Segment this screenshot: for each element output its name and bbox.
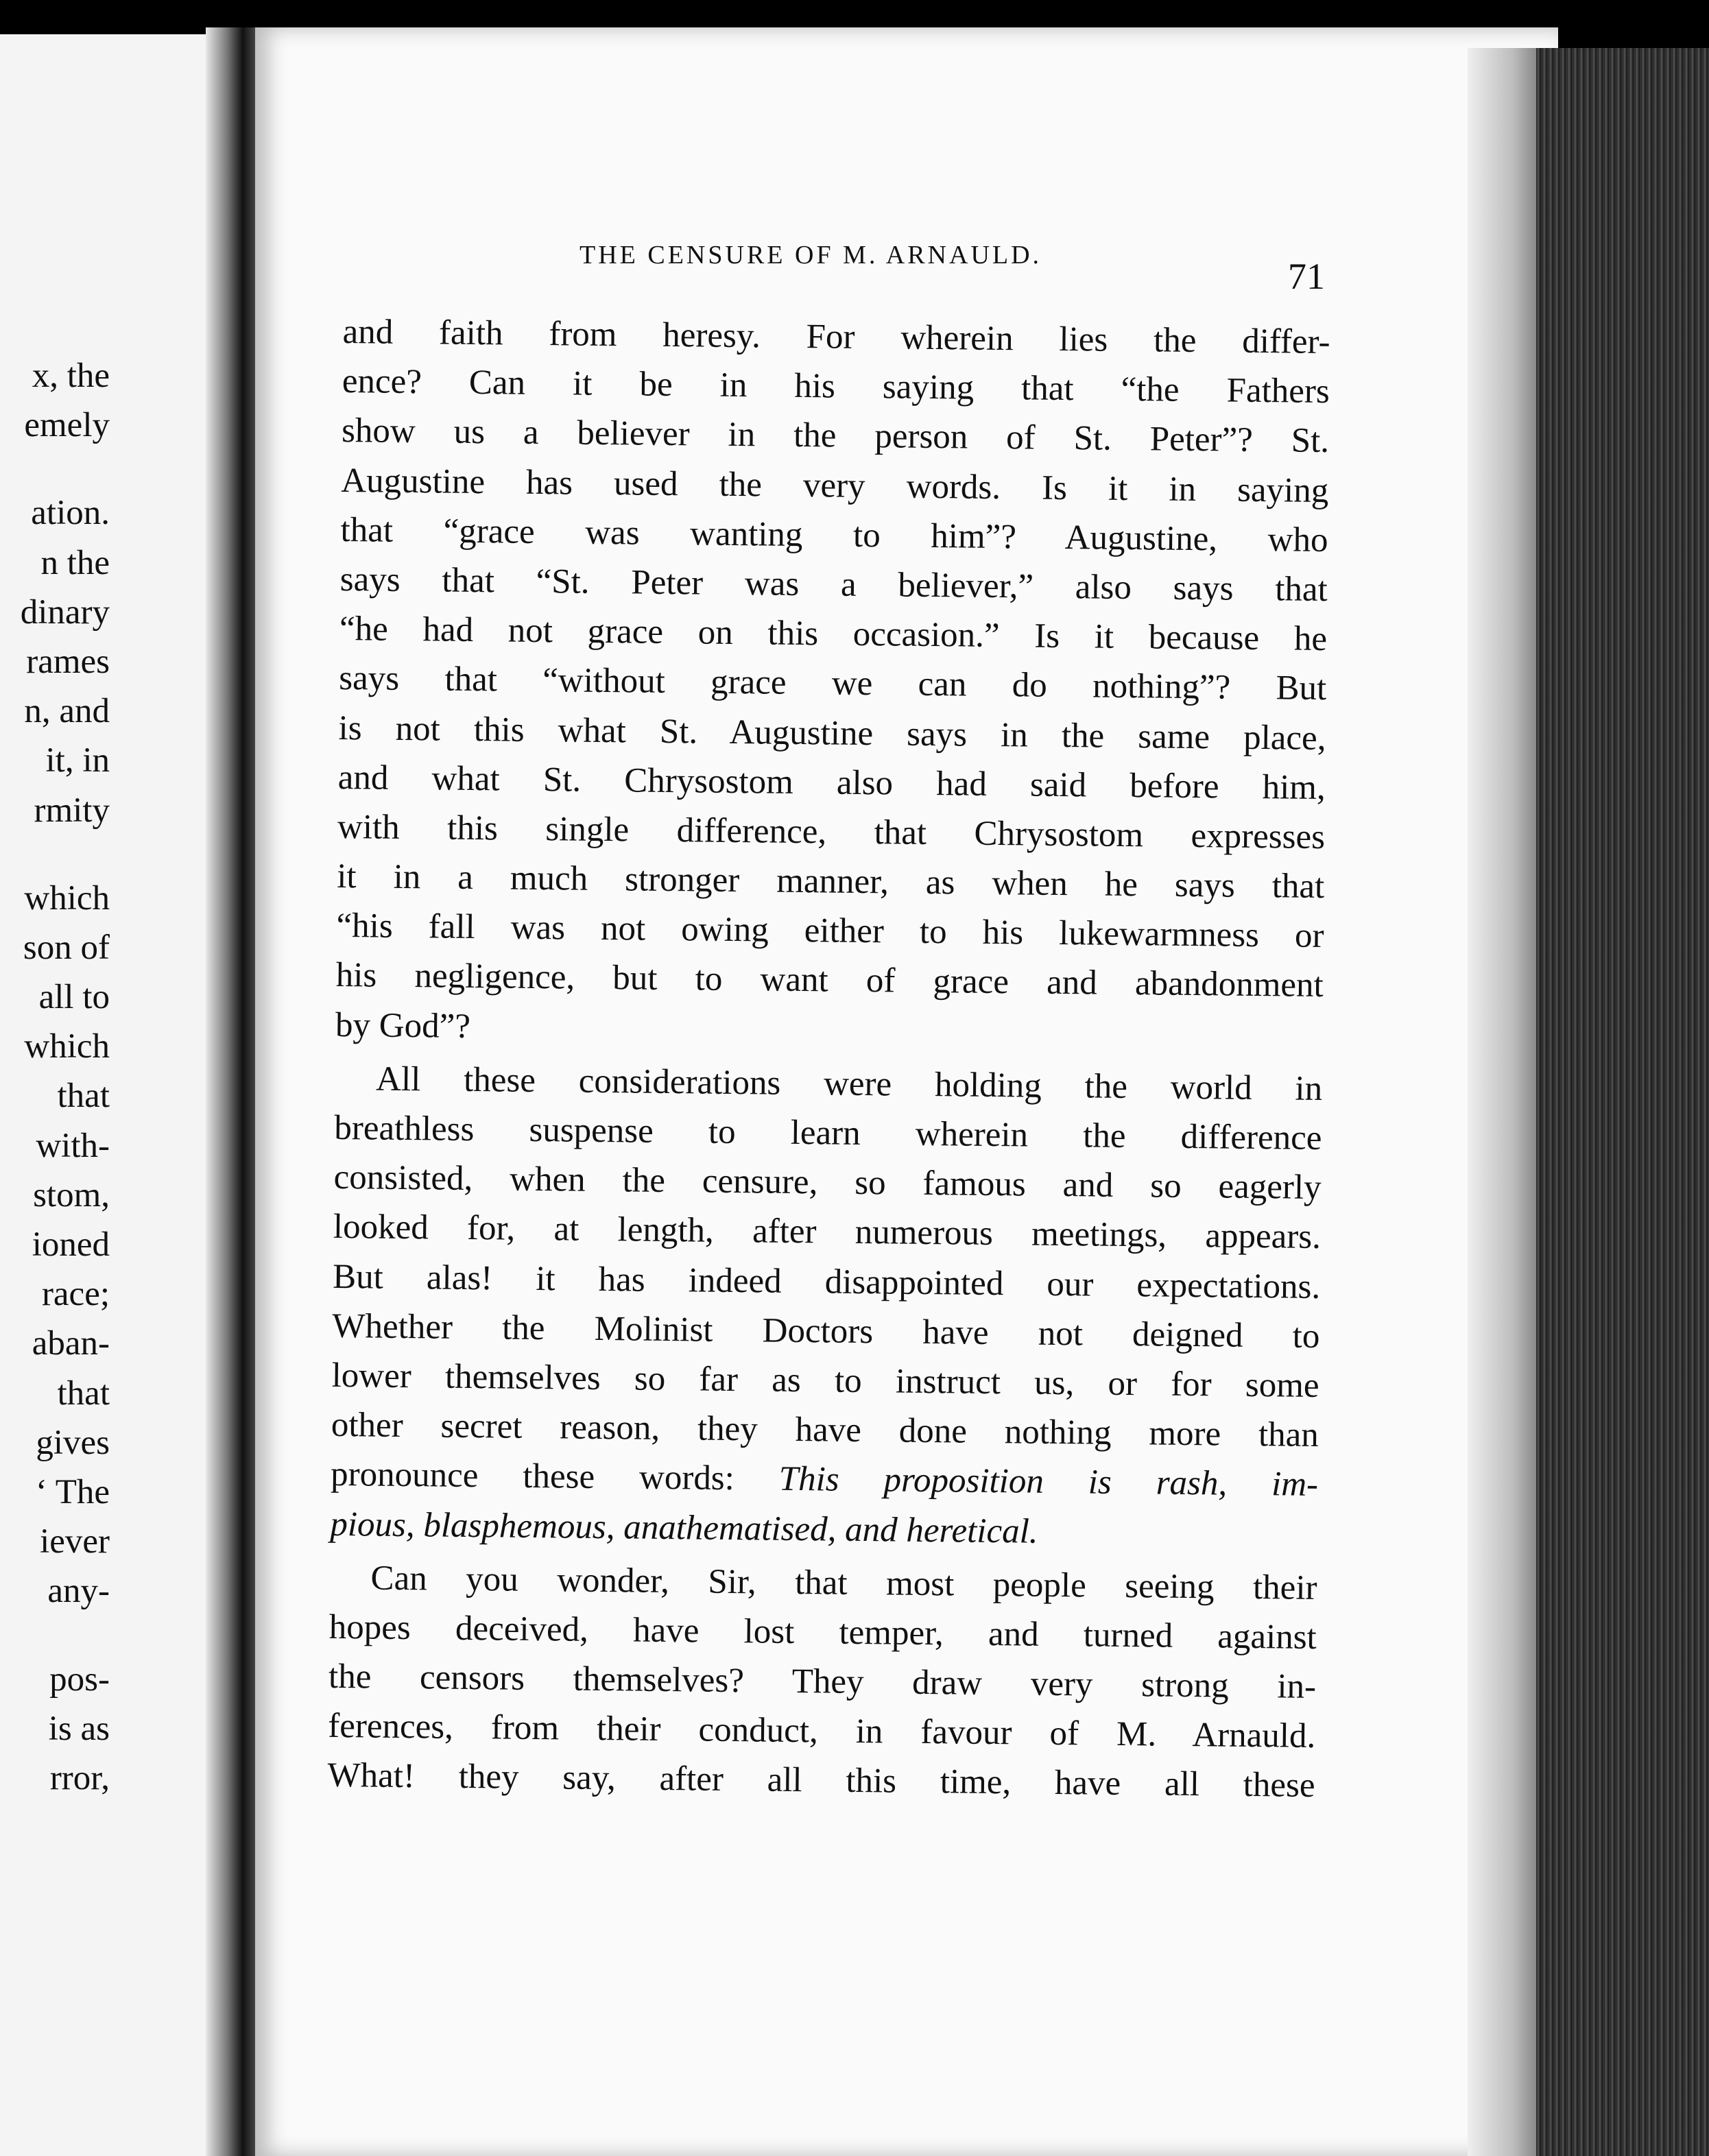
- text-line: What! they say, after all this time, have all these: [327, 1756, 1315, 1806]
- censure-quote: pious, blasphemous, anathematised, and heretical.: [330, 1505, 1038, 1551]
- text-line: Can you wonder, Sir, that most people seeing their: [370, 1559, 1317, 1607]
- censure-quote: This proposition is rash, im-: [778, 1460, 1319, 1505]
- page-body: [327, 307, 1330, 1811]
- text-line: says that “St. Peter was a believer,” also says that: [339, 560, 1328, 609]
- text-line: that “grace was wanting to him”? Augustine, who: [340, 510, 1328, 560]
- text-line: All these considerations were holding the world in: [375, 1059, 1323, 1108]
- text-line: ence? Can it be in his saying that “the Fathers: [342, 362, 1330, 411]
- text-line: breathless suspense to learn wherein the difference: [334, 1108, 1322, 1158]
- text-line: ferences, from their conduct, in favour of M. Arnauld.: [328, 1707, 1316, 1756]
- text-line: looked for, at length, after numerous meetings, appears.: [333, 1208, 1322, 1257]
- text-line: is not this what St. Augustine says in the same place,: [338, 708, 1326, 758]
- text-line: by God”?: [335, 1005, 471, 1046]
- text-line: other secret reason, they have done nothing more than: [331, 1406, 1319, 1455]
- text-line: lower themselves so far as to instruct us, or for some: [331, 1356, 1319, 1405]
- book-fore-edge: [1536, 48, 1709, 2156]
- text-line: his negligence, but to want of grace and abandonment: [335, 956, 1324, 1005]
- text-line: [330, 1499, 1318, 1559]
- previous-page: [0, 34, 226, 2156]
- text-line: Whether the Molinist Doctors have not deigned to: [332, 1306, 1320, 1356]
- text-line: show us a believer in the person of St. Peter”? St.: [341, 411, 1330, 461]
- page-number: 71: [1288, 256, 1325, 297]
- page-edge-shading: [1468, 48, 1543, 2156]
- text-line: consisted, when the censure, so famous and so eagerly: [333, 1158, 1322, 1208]
- running-title: THE CENSURE OF M. ARNAULD.: [579, 241, 1042, 270]
- text-line: with this single difference, that Chrysostom expresses: [337, 807, 1326, 857]
- text-line: and what St. Chrysostom also had said before him,: [337, 758, 1326, 807]
- previous-page-text: x, the emely ation. n the dinary rames n, and it, in rmity which son of all to which that with- stom, ioned race; aban- that gives ‘ The iever any- pos- is as rror,: [20, 357, 110, 1797]
- text-line: says that “without grace we can do nothing”? But: [339, 659, 1327, 708]
- text-line: hopes deceived, have lost temper, and turned against: [328, 1607, 1317, 1657]
- text-line: “he had not grace on this occasion.” Is it because he: [339, 610, 1328, 659]
- text-line: the censors themselves? They draw very strong in-: [328, 1657, 1317, 1707]
- text-line: Augustine has used the very words. Is it in saying: [341, 461, 1329, 510]
- text-line: But alas! it has indeed disappointed our expectations.: [332, 1257, 1321, 1306]
- text-line: “his fall was not owing either to his lukewarmness or: [336, 907, 1324, 956]
- text-line: pronounce these words: This proposition is rash, im-: [330, 1455, 1319, 1505]
- text-line: it in a much stronger manner, as when he says that: [337, 857, 1325, 907]
- text-line: and faith from heresy. For wherein lies the differ-: [342, 312, 1330, 362]
